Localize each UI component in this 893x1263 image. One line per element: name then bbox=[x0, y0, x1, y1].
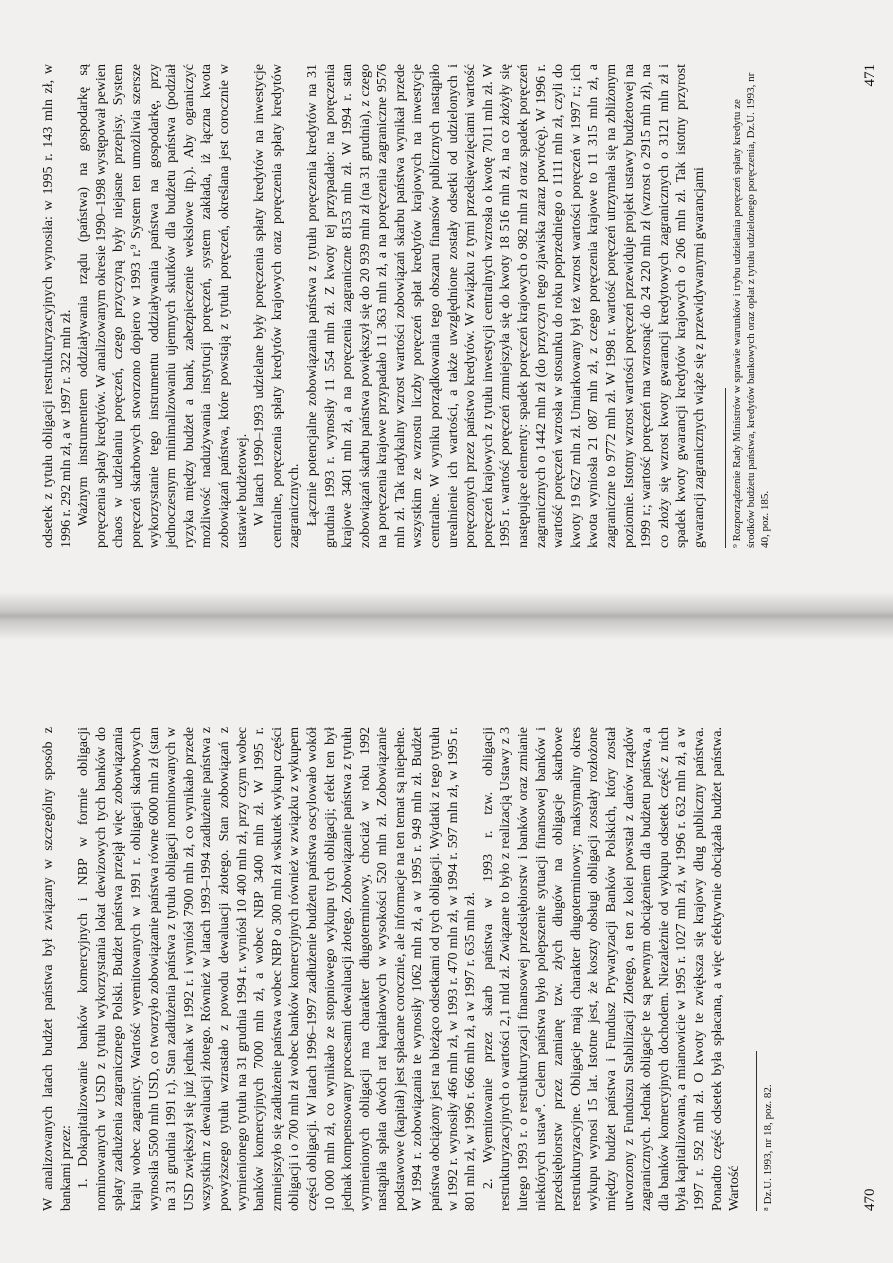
paragraph-1990-1993: W latach 1990–1993 udzielane były poręczenia spłaty kredytów na inwestycje centralne, poręczenia spłaty kredytów krajowych oraz poręczenia spłaty kredytów zagranicznych. bbox=[252, 64, 303, 548]
footnote-9-block bbox=[721, 64, 772, 548]
paragraph-totals: Łącznie potencjalne zobowiązania państwa z tytułu poręczenia kredytów na 31 grudnia 1993 r. wynosiły 11 554 mln zł. Z kwoty tej przypadało: na poręczenia krajowe 3401 mln zł, a na poręczenia zagraniczne 8153 mln zł. W 1994 r. stan zobowiązań skarbu państwa powiększył się do 20 939 mln zł (na 31 grudnia), z czego na poręczenia krajowe przypadało 11 363 mln zł, a na poręczenia zagraniczne 9576 mln zł. Tak radykalny wzrost wartości zobowiązań skarbu państwa wynikał przede wszystkim ze wzrostu liczby poręczeń spłat kredytów krajowych na inwestycje centralne. W wyniku porządkowania tego obszaru finansów publicznych nastąpiło urealnienie ich wartości, a także uwzględnione zostały odsetki od udzielonych i poręczonych przez państwo kredytów. W związku z tymi przedsięwzięciami wartość poręczeń krajowych z tytułu inwestycji centralnych wzrosła o kwotę 7011 mln zł. W 1995 r. wartość poręczeń zmniejszyła się do kwoty 18 516 mln zł, na co złożyły się następujące elementy: spadek poręczeń krajowych o 982 mln zł oraz spadek poręczeń zagranicznych o 1442 mln zł (do przyczyn tego zjawiska zaraz powrócę). W 1996 r. wartość poręczeń wzrosła w stosunku do roku poprzedniego o 1111 mln zł, czyli do kwoty 19 627 mln zł. Umiarkowany był też wzrost wartości poręczeń w 1997 r.; ich kwota wyniosła 21 087 mln zł, z czego poręczenia krajowe to 11 315 mln zł, a zagraniczne to 9772 mln zł. W 1998 r. wartość poręczeń utrzymała się na zbliżonym poziomie. Istotny wzrost wartości poręczeń przewiduje projekt ustawy budżetowej na 1999 r.; wartość poręczeń ma wzrosnąć do 24 220 mln zł (wzrost o 2915 mln zł), na co złoży się wzrost kwoty gwarancji kredytowych zagranicznych o 3121 mln zł i spadek kwoty gwarancji kredytów krajowych o 206 mln zł. Tak istotny przyrost gwarancji zagranicznych wiąże się z przewidywanymi gwarancjami bbox=[304, 64, 707, 548]
paragraph-1: 1. Dokapitalizowanie banków komercyjnych i NBP w formie obligacji nominowanych w USD z tytułu wykorzystania lokat dewizowych tych banków do spłaty zadłużenia zagranicznego Polski. Budżet państwa przejął więc zobowiązania kraju wobec zagranicy. Wartość wyemitowanych w 1991 r. obligacji skarbowych wynosiła 5500 mln USD, co tworzyło zobowiązanie państwa równe 6000 mln zł (stan na 31 grudnia 1991 r.). Stan zadłużenia państwa z tytułu obligacji nominowanych w USD zwiększył się już jednak w 1992 r. i wyniósł 7900 mln zł, co wynikało przede wszystkim z dewaluacji złotego. Również w latach 1993–1994 zadłużenie państwa z powyższego tytułu wzrastało z powodu dewaluacji złotego. Stan zobowiązań z wymienionego tytułu na 31 grudnia 1994 r. wyniósł 10 400 mln zł, przy czym wobec banków komercyjnych 7000 mln zł, a wobec NBP 3400 mln zł. W 1995 r. zmniejszyło się zadłużenie państwa wobec NBP o 300 mln zł wskutek wykupu części obligacji i o 700 mln zł wobec banków komercyjnych również w związku z wykupem części obligacji. W latach 1996–1997 zadłużenie budżetu państwa oscylowało wokół 10 000 mln zł, co wynikało ze stopniowego wykupu tych obligacji; efekt ten był jednak kompensowany procesami dewaluacji złotego. Zobowiązanie państwa z tytułu wymienionych obligacji ma charakter długoterminowy, chociaż w roku 1992 nastąpiła spłata dwóch rat kapitałowych w wysokości 520 mln zł. Zobowiązanie podstawowe (kapitał) jest spłacane corocznie, ale informacje na ten temat są niepełne. W 1994 r. zobowiązania te wynosiły 1062 mln zł, a w 1995 r. 949 mln zł. Budżet państwa obciążony jest na bieżąco odsetkami od tych obligacji. Wydatki z tego tytułu w 1992 r. wynosiły 466 mln zł, w 1993 r. 470 mln zł, w 1994 r. 597 mln zł, w 1995 r. 801 mln zł, w 1996 r. 666 mln zł, a w 1997 r. 635 mln zł. bbox=[76, 727, 479, 1211]
page-number: 470 bbox=[862, 1188, 878, 1211]
page-number: 471 bbox=[862, 64, 878, 87]
footnote-9: ⁹ Rozporządzenie Rady Ministrów w sprawie warunków i trybu udzielania poręczeń spłaty kredytu ze środków budżetu państwa, kredytów bankowych oraz opłat z tytułu udzielonego poręczenia, Dz.U. 1993, nr 40, poz. 185. bbox=[730, 72, 771, 548]
paragraph-intro: W analizowanych latach budżet państwa był związany w szczególny sposób z bankami przez: bbox=[41, 727, 74, 1211]
page-470-body bbox=[40, 727, 744, 1211]
page-470 bbox=[0, 663, 893, 1263]
page-471-body bbox=[40, 64, 709, 548]
footnote-rule bbox=[725, 388, 726, 548]
paragraph-guarantees: Ważnym instrumentem oddziaływania rządu (państwa) na gospodarkę są poręczenia spłaty kredytów. W analizowanym okresie 1990–1998 występował pewien chaos w udzielaniu poręczeń, czego przyczyną były niejasne przepisy. System poręczeń skarbowych stworzono dopiero w 1993 r.⁹ System ten umożliwia szersze wykorzystanie tego instrumentu oddziaływania państwa na gospodarkę, przy jednoczesnym minimalizowaniu ujemnych skutków dla budżetu państwa (podział ryzyka między budżet a bank, zabezpieczenie wekslowe itp.). Aby ograniczyć możliwość nadużywania instytucji poręczeń, system zakłada, iż łączna kwota zobowiązań państwa, które powstają z tytułu poręczeń, określana jest corocznie w ustawie budżetowej. bbox=[76, 64, 250, 548]
paragraph-continuation: odsetek z tytułu obligacji restrukturyzacyjnych wynosiła: w 1995 r. 143 mln zł, w 1996 r. 292 mln zł, a w 1997 r. 322 mln zł. bbox=[41, 64, 74, 548]
footnote-8: ⁸ Dz.U. 1993, nr 18, poz. 82. bbox=[756, 1051, 775, 1211]
page-471 bbox=[0, 0, 893, 600]
paragraph-2: 2. Wyemitowanie przez skarb państwa w 1993 r. tzw. obligacji restrukturyzacyjnych o wartości 2,1 mld zł. Związane to było z realizacją Ustawy z 3 lutego 1993 r. o restrukturyzacji finansowej przedsiębiorstw i banków oraz zmianie niektórych ustaw⁸. Celem państwa było polepszenie sytuacji finansowej banków i przedsiębiorstw przez zamianę tzw. złych długów na obligacje skarbowe restrukturyzacyjne. Obligacje mają charakter długoterminowy; maksymalny okres wykupu wynosi 15 lat. Istotne jest, że koszty obsługi obligacji zostały rozłożone między budżet państwa i Fundusz Prywatyzacji Banków Polskich, który został utworzony z Funduszu Stabilizacji Złotego, a ten z kolei powstał z darów rządów zagranicznych. Jednak obligacje te są pewnym obciążeniem dla budżetu państwa, a dla banków komercyjnych dochodem. Niezależnie od wykupu odsetek część z nich była kapitalizowana, a mianowicie w 1995 r. 1027 mln zł, w 1996 r. 632 mln zł, a w 1997 r. 592 mln zł. O kwoty te zwiększa się krajowy dług publiczny państwa. Ponadto część odsetek była spłacana, a więc efektywnie obciążała budżet państwa. Wartość bbox=[480, 727, 743, 1211]
